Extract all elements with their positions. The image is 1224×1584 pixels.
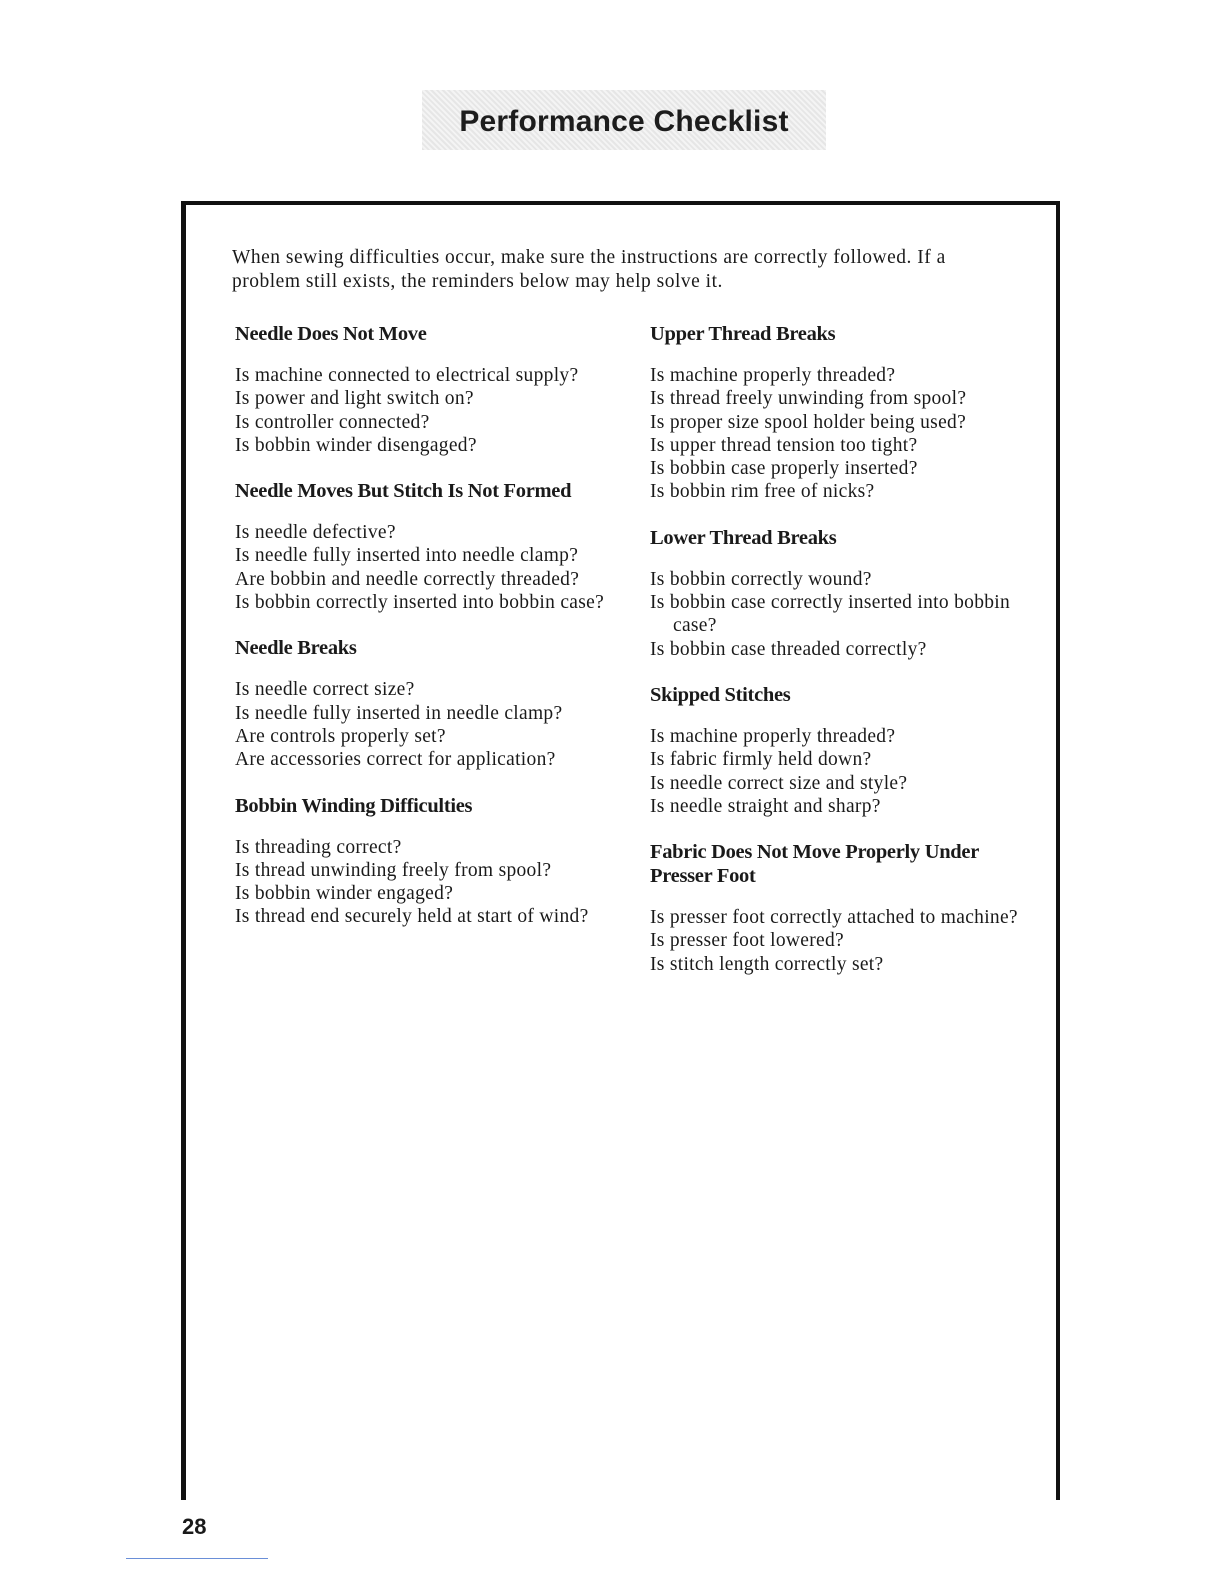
page-title-banner: [422, 90, 826, 150]
intro-paragraph: When sewing difficulties occur, make sure the instructions are correctly followed. If a problem still exists, the reminders below may help solve it.: [232, 247, 946, 292]
checklist-item: Are bobbin and needle correctly threaded?: [235, 568, 580, 590]
checklist: [650, 364, 1020, 504]
checklist-item: Is bobbin correctly wound?: [650, 568, 872, 590]
checklist-item: Is fabric firmly held down?: [650, 749, 872, 771]
checklist-item: Is machine connected to electrical supply?: [235, 365, 579, 386]
checklist-item: Is needle correct size and style?: [650, 772, 908, 794]
checklist-item: Is bobbin winder engaged?: [235, 883, 454, 905]
checklist-item: Is bobbin case correctly inserted into bobbin case?: [650, 592, 1011, 637]
bottom-rule: [126, 1558, 268, 1559]
checklist: [235, 521, 635, 614]
right-column: [650, 322, 1020, 976]
checklist-item: Is thread end securely held at start of wind?: [235, 906, 589, 928]
checklist-section: [235, 322, 635, 457]
checklist-item: Is bobbin winder disengaged?: [235, 434, 477, 456]
checklist-item: Is needle correct size?: [235, 679, 415, 701]
checklist-section: [650, 526, 1020, 661]
checklist-item: Is needle defective?: [235, 522, 396, 544]
left-column: [235, 322, 635, 929]
checklist-item: Are controls properly set?: [235, 725, 446, 747]
checklist-item: Is stitch length correctly set?: [650, 953, 884, 975]
checklist-section: [235, 636, 635, 771]
checklist-section: [235, 794, 635, 929]
checklist: [650, 906, 1020, 976]
page-title: Performance Checklist: [459, 105, 789, 138]
page-number: 28: [182, 1514, 207, 1539]
section-heading: Upper Thread Breaks: [650, 323, 836, 345]
section-heading: Needle Does Not Move: [235, 323, 427, 345]
section-heading: Bobbin Winding Difficulties: [235, 794, 473, 817]
checklist: [235, 678, 635, 771]
checklist: [235, 364, 635, 457]
checklist-item: Is controller connected?: [235, 411, 430, 433]
checklist-item: Is bobbin case threaded correctly?: [650, 638, 927, 660]
checklist-item: Is bobbin correctly inserted into bobbin case?: [235, 592, 605, 614]
section-heading: Lower Thread Breaks: [650, 526, 837, 549]
checklist-item: Is needle fully inserted in needle clamp?: [235, 702, 563, 724]
section-heading: Needle Moves But Stitch Is Not Formed: [235, 480, 572, 503]
checklist-item: Is presser foot lowered?: [650, 930, 845, 952]
frame-left-border: [181, 201, 186, 1500]
frame-top-border: [181, 201, 1059, 205]
checklist-item: Is bobbin rim free of nicks?: [650, 481, 875, 503]
checklist-item: Are accessories correct for application?: [235, 749, 556, 771]
checklist-item: Is machine properly threaded?: [650, 365, 896, 386]
checklist-item: Is needle straight and sharp?: [650, 795, 881, 817]
checklist-item: Is bobbin case properly inserted?: [650, 458, 918, 480]
checklist-section: [650, 683, 1020, 818]
checklist-item: Is thread unwinding freely from spool?: [235, 859, 552, 881]
checklist-item: Is proper size spool holder being used?: [650, 411, 967, 433]
checklist-item: Is machine properly threaded?: [650, 725, 896, 747]
checklist-item: Is upper thread tension too tight?: [650, 434, 918, 456]
section-heading: Fabric Does Not Move Properly Under Presser Foot: [650, 841, 979, 888]
checklist: [650, 725, 1020, 818]
checklist-item: Is power and light switch on?: [235, 388, 474, 410]
checklist-item: Is presser foot correctly attached to machine?: [650, 907, 1018, 929]
section-heading: Needle Breaks: [235, 637, 357, 660]
checklist-item: Is thread freely unwinding from spool?: [650, 388, 967, 410]
checklist-item: Is needle fully inserted into needle clamp?: [235, 545, 579, 567]
section-heading: Skipped Stitches: [650, 683, 791, 706]
checklist-section: [235, 479, 635, 614]
checklist: [235, 836, 635, 929]
checklist-section: [650, 322, 1020, 504]
checklist-item: Is threading correct?: [235, 836, 402, 858]
checklist-section: [650, 840, 1020, 976]
checklist: [650, 568, 1020, 661]
frame-right-border: [1056, 201, 1060, 1500]
